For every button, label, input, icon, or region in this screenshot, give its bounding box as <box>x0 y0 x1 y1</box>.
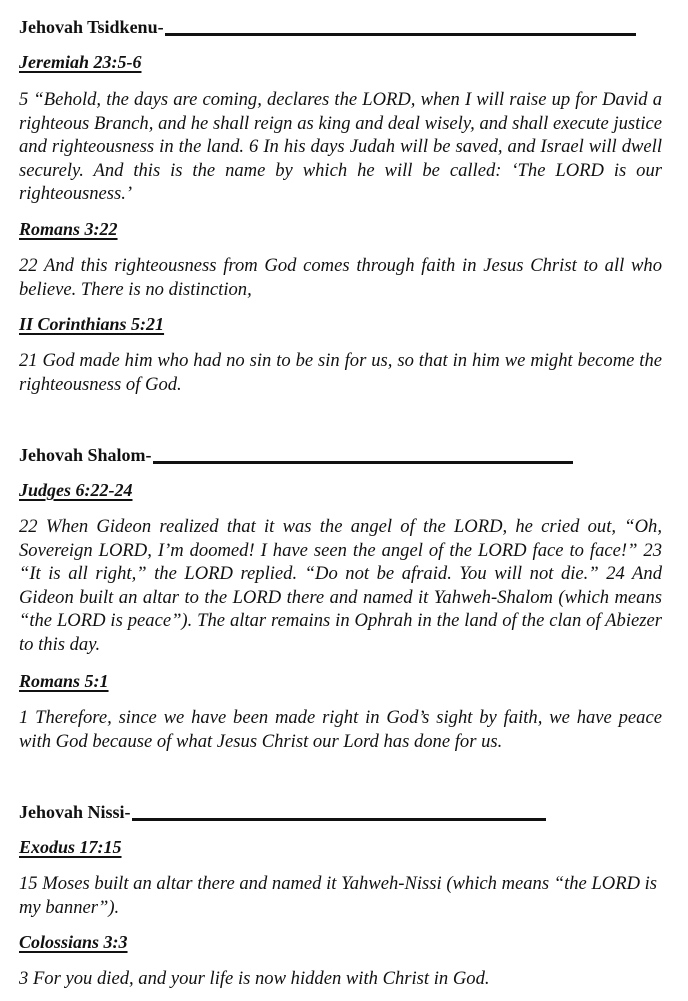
verse-text: 21 God made him who had no sin to be sin for us, so that in him we might become the righteousness of God. <box>19 350 662 395</box>
scripture-reference: Jeremiah 23:5-6 <box>19 52 142 72</box>
section-title: Jehovah Shalom- <box>19 445 152 465</box>
verse-text: 5 “Behold, the days are coming, declares the LORD, when I will raise up for David a righteous Branch, and he shall reign as king and deal wisely, and shall execute justice and righteousness in the land. 6 In his days Judah will be saved, and Israel will dwell securely. And this is the name by which he will be called: ‘The LORD is our righteousness.’ <box>19 89 662 205</box>
section-title-row <box>19 444 573 466</box>
scripture-reference: II Corinthians 5:21 <box>19 314 165 334</box>
fill-in-blank-line <box>153 461 573 464</box>
scripture-reference: Colossians 3:3 <box>19 932 128 952</box>
verse-text: 1 Therefore, since we have been made right in God’s sight by faith, we have peace with God because of what Jesus Christ our Lord has done for us. <box>19 707 662 752</box>
section-title-row <box>19 16 636 38</box>
passage <box>19 479 133 501</box>
scripture-reference: Judges 6:22-24 <box>19 480 133 500</box>
verse-text: 22 And this righteousness from God comes through faith in Jesus Christ to all who believe. There is no distinction, <box>19 255 662 300</box>
passage <box>19 218 118 240</box>
verse-text: 15 Moses built an altar there and named it Yahweh-Nissi (which means “the LORD is my banner”). <box>19 873 658 918</box>
fill-in-blank-line <box>165 33 636 36</box>
verse-text: 22 When Gideon realized that it was the angel of the LORD, he cried out, “Oh, Sovereign LORD, I’m doomed! I have seen the angel of the LORD face to face!” 23 “It is all right,” the LORD replied. “Do not be afraid. You will not die.” 24 And Gideon built an altar to the LORD there and named it Yahweh-Shalom (which means “the LORD is peace”). The altar remains in Ophrah in the land of the clan of Abiezer to this day. <box>19 516 662 655</box>
section-title: Jehovah Nissi- <box>19 802 131 822</box>
passage <box>19 931 128 953</box>
passage <box>19 51 141 73</box>
passage <box>19 313 164 335</box>
scripture-reference: Exodus 17:15 <box>19 837 122 857</box>
scripture-reference: Romans 3:22 <box>19 219 118 239</box>
section-title: Jehovah Tsidkenu- <box>19 17 164 37</box>
verse-text: 3 For you died, and your life is now hidden with Christ in God. <box>19 968 490 989</box>
passage <box>19 670 109 692</box>
section-title-row <box>19 801 546 823</box>
passage <box>19 836 122 858</box>
fill-in-blank-line <box>132 818 546 821</box>
scripture-reference: Romans 5:1 <box>19 671 109 691</box>
